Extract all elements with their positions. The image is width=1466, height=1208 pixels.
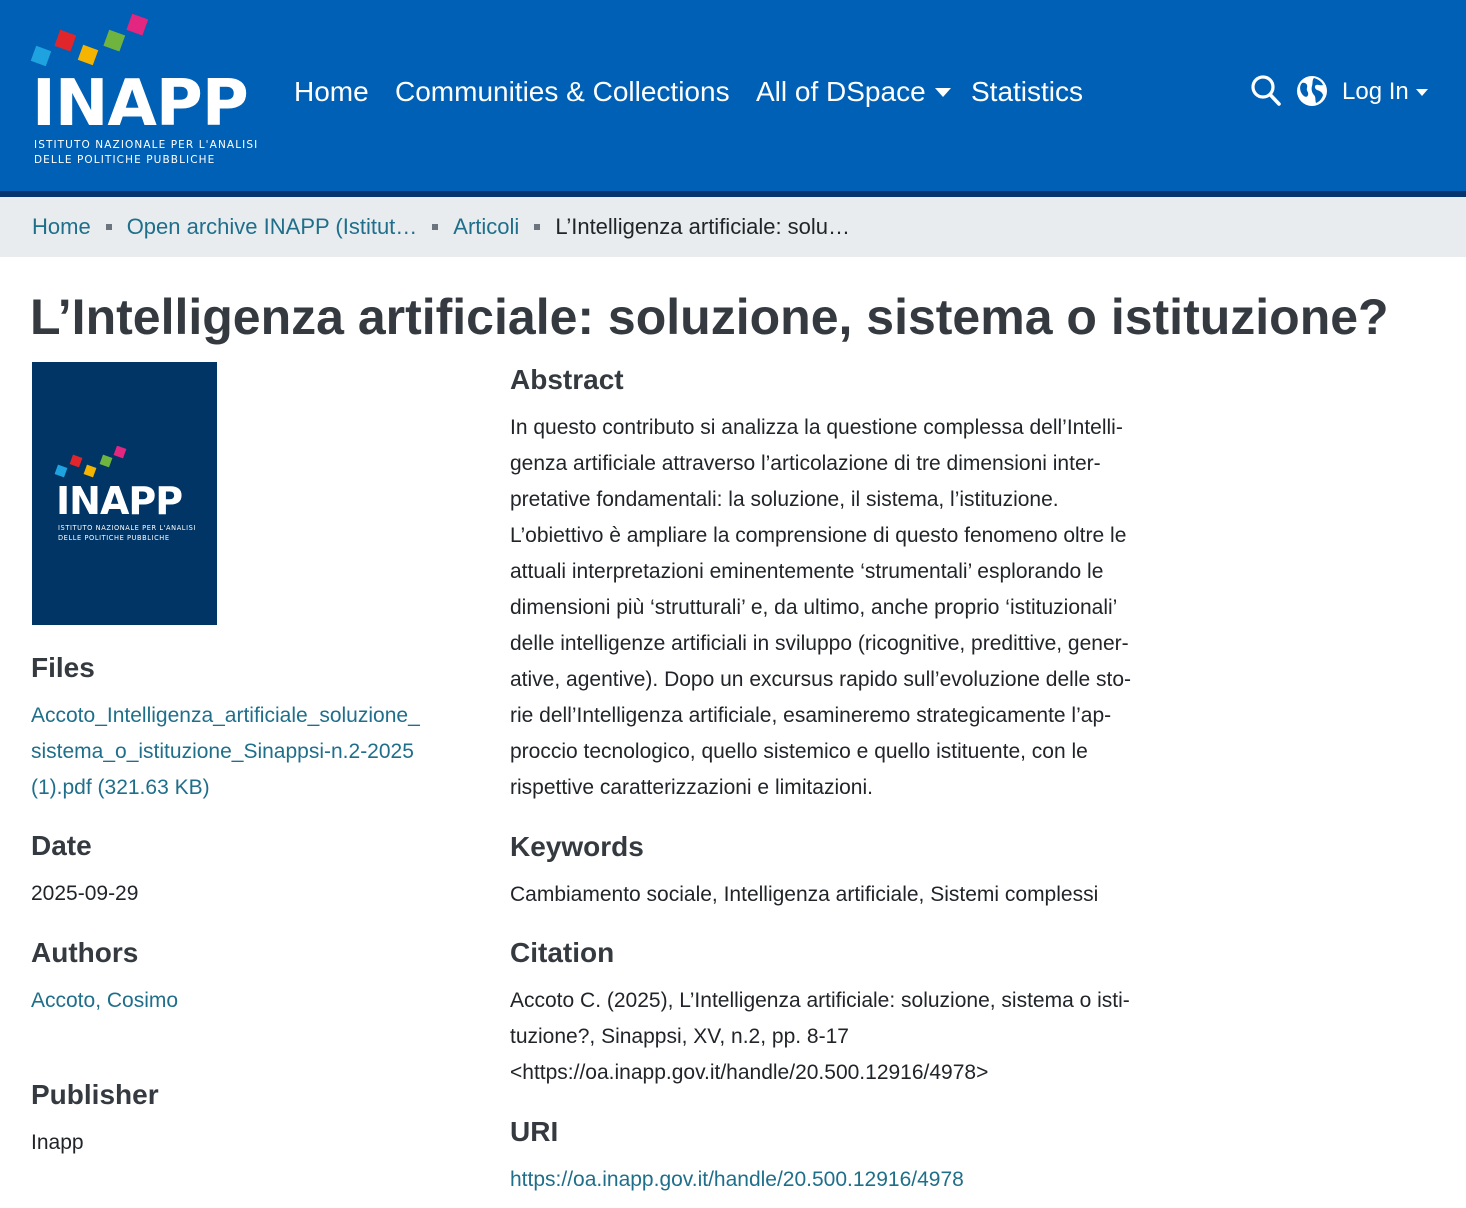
thumbnail-wordmark: INAPP xyxy=(56,479,183,523)
abstract-heading: Abstract xyxy=(510,364,624,395)
breadcrumb xyxy=(0,197,1466,257)
files-heading: Files xyxy=(31,652,95,683)
abstract-text: In questo contributo si analizza la questione complessa dell’Intelli- genza artificiale attraverso l’articolazione di tre dimensioni inter- pretative fondamentali: la soluzione, il sistema, l’istituzione. L’obiettivo è ampliare la comprensione di questo fenomeno oltre le attuali interpretazioni eminentemente ‘strumentali’ esplorando le dimensioni più ‘strutturali’ e, da ultimo, anche proprio ‘istituzionali’ delle intelligenze artificiali in sviluppo (ricognitive, predittive, gener- ative, agentive). Dopo un excursus rapido sull’evoluzione delle sto- rie dell’Intelligenza artificiale, esamineremo strategicamente l’ap- proccio tecnologico, quello sistemico e quello istituente, con le rispettive caratterizzazioni e limitazioni. xyxy=(510,416,1132,799)
breadcrumb-separator xyxy=(106,224,112,230)
chevron-down-icon xyxy=(1416,89,1428,96)
nav-statistics[interactable]: Statistics xyxy=(971,76,1084,107)
publisher-heading: Publisher xyxy=(31,1079,159,1110)
logo-wordmark: INAPP xyxy=(32,67,248,141)
inapp-logo[interactable] xyxy=(30,14,262,170)
thumbnail-subtitle: ISTITUTO NAZIONALE PER L'ANALISI DELLE POLITICHE PUBBLICHE xyxy=(58,524,196,542)
search-button[interactable] xyxy=(1250,74,1282,112)
breadcrumb-current: L’Intelligenza artificiale: solu… xyxy=(555,214,851,239)
uri-link[interactable]: https://oa.inapp.gov.it/handle/20.500.12916/4978 xyxy=(510,1168,964,1191)
citation-text: Accoto C. (2025), L’Intelligenza artificiale: soluzione, sistema o isti- tuzione?, Sinappsi, XV, n.2, pp. 8-17 <https://oa.inapp.gov.it/handle/20.500.12916/4978> xyxy=(510,989,1130,1084)
item-thumbnail[interactable] xyxy=(32,362,217,625)
keywords-value: Cambiamento sociale, Intelligenza artificiale, Sistemi complessi xyxy=(510,883,1099,906)
breadcrumb-open-archive[interactable]: Open archive INAPP (Istitut… xyxy=(126,214,418,239)
breadcrumb-articoli[interactable]: Articoli xyxy=(453,214,520,239)
language-button[interactable] xyxy=(1296,75,1328,111)
file-download-link[interactable]: Accoto_Intelligenza_artificiale_soluzione_ sistema_o_istituzione_Sinappsi-n.2-2025 (1).pdf (321.63 KB) xyxy=(31,704,420,799)
date-heading: Date xyxy=(31,830,92,861)
logo-subtitle: ISTITUTO NAZIONALE PER L'ANALISI DELLE POLITICHE PUBBLICHE xyxy=(34,139,259,166)
uri-heading: URI xyxy=(510,1116,559,1147)
globe-icon xyxy=(1296,75,1328,107)
keywords-heading: Keywords xyxy=(510,831,644,862)
cubes-logo-icon xyxy=(30,14,160,74)
citation-heading: Citation xyxy=(510,937,615,968)
breadcrumb-separator xyxy=(432,224,438,230)
site-header xyxy=(0,0,1466,191)
cubes-logo-icon xyxy=(54,446,134,482)
publisher-value: Inapp xyxy=(31,1131,84,1154)
chevron-down-icon xyxy=(935,88,951,97)
nav-communities-collections[interactable]: Communities & Collections xyxy=(395,76,730,107)
nav-home[interactable]: Home xyxy=(294,76,369,107)
login-dropdown[interactable]: Log In xyxy=(1342,70,1428,114)
date-value: 2025-09-29 xyxy=(31,882,139,905)
nav-all-of-dspace[interactable]: All of DSpace xyxy=(756,70,951,114)
authors-heading: Authors xyxy=(31,937,139,968)
search-icon xyxy=(1250,74,1282,108)
page-title: L’Intelligenza artificiale: soluzione, sistema o istituzione? xyxy=(30,289,1389,345)
breadcrumb-home[interactable]: Home xyxy=(32,214,91,239)
author-link[interactable]: Accoto, Cosimo xyxy=(31,989,179,1012)
breadcrumb-separator xyxy=(534,224,540,230)
